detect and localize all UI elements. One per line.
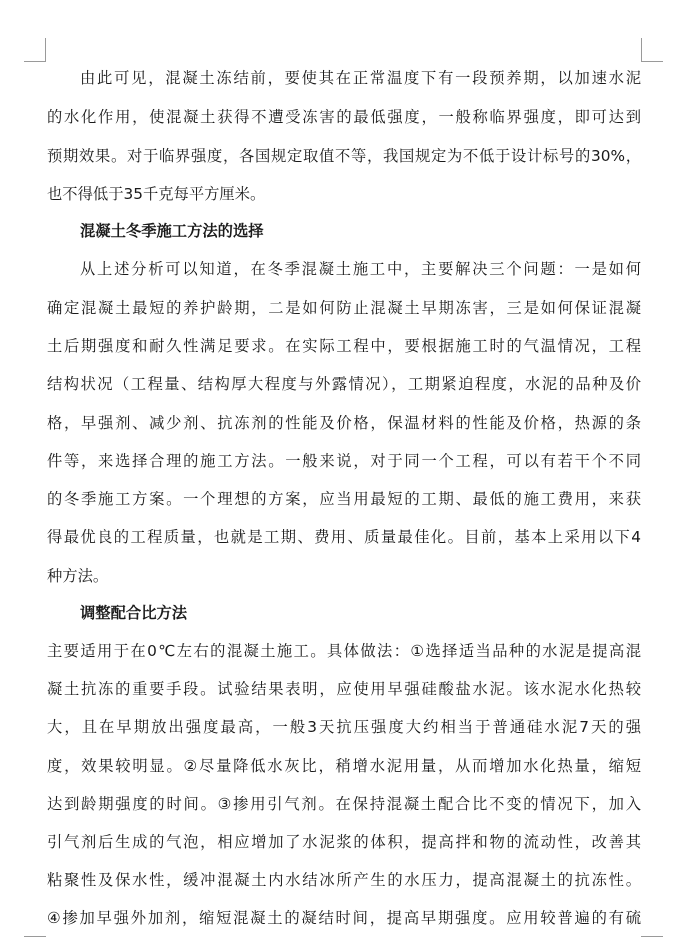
text-line: 由此可见，混凝土冻结前，要使其在正常温度下有一段预养期，以加速水泥 (80, 69, 641, 87)
text-line: 达到龄期强度的时间。③掺用引气剂。在保持混凝土配合比不变的情况下，加入 (47, 795, 641, 813)
text-line: 确定混凝土最短的养护龄期，二是如何防止混凝土早期冻害，三是如何保证混凝 (47, 299, 641, 317)
text-line: 件等，来选择合理的施工方法。一般来说，对于同一个工程，可以有若干个不同 (47, 452, 641, 470)
text-line: 也不得低于35千克每平方厘米。 (47, 185, 266, 203)
text-line: 大，且在早期放出强度最高，一般3天抗压强度大约相当于普通硅水泥7天的强 (47, 718, 641, 736)
section-heading-method-selection: 混凝土冬季施工方法的选择 (80, 222, 264, 240)
text-line: 预期效果。对于临界强度，各国规定取值不等，我国规定为不低于设计标号的30%， (47, 147, 641, 165)
text-line: 度，效果较明显。②尽量降低水灰比，稍增水泥用量，从而增加水化热量，缩短 (47, 757, 641, 775)
text-line: 结构状况（工程量、结构厚大程度与外露情况），工期紧迫程度，水泥的品种及价 (47, 375, 641, 393)
text-line: 种方法。 (47, 567, 109, 585)
text-line: 的水化作用，使混凝土获得不遭受冻害的最低强度，一般称临界强度，即可达到 (47, 108, 641, 126)
text-line: 格，早强剂、减少剂、抗冻剂的性能及价格，保温材料的性能及价格，热源的条 (47, 414, 641, 432)
text-line: 凝土抗冻的重要手段。试验结果表明，应使用早强硅酸盐水泥。该水泥水化热较 (47, 680, 641, 698)
text-line: 的冬季施工方案。一个理想的方案，应当用最短的工期、最低的施工费用，来获 (47, 490, 641, 508)
text-line: 引气剂后生成的气泡，相应增加了水泥浆的体积，提高拌和物的流动性，改善其 (47, 833, 641, 851)
text-line: 主要适用于在0℃左右的混凝土施工。具体做法：①选择适当品种的水泥是提高混 (47, 642, 641, 660)
text-line: ④掺加早强外加剂，缩短混凝土的凝结时间，提高早期强度。应用较普遍的有硫 (47, 909, 641, 927)
text-line: 土后期强度和耐久性满足要求。在实际工程中，要根据施工时的气温情况，工程 (47, 337, 641, 355)
text-line: 得最优良的工程质量，也就是工期、费用、质量最佳化。目前，基本上采用以下4 (47, 528, 641, 546)
text-line: 从上述分析可以知道，在冬季混凝土施工中，主要解决三个问题：一是如何 (80, 260, 641, 278)
text-line: 粘聚性及保水性，缓冲混凝土内水结冰所产生的水压力，提高混凝土的抗冻性。 (47, 871, 641, 889)
section-heading-mix-adjustment: 调整配合比方法 (80, 604, 188, 622)
